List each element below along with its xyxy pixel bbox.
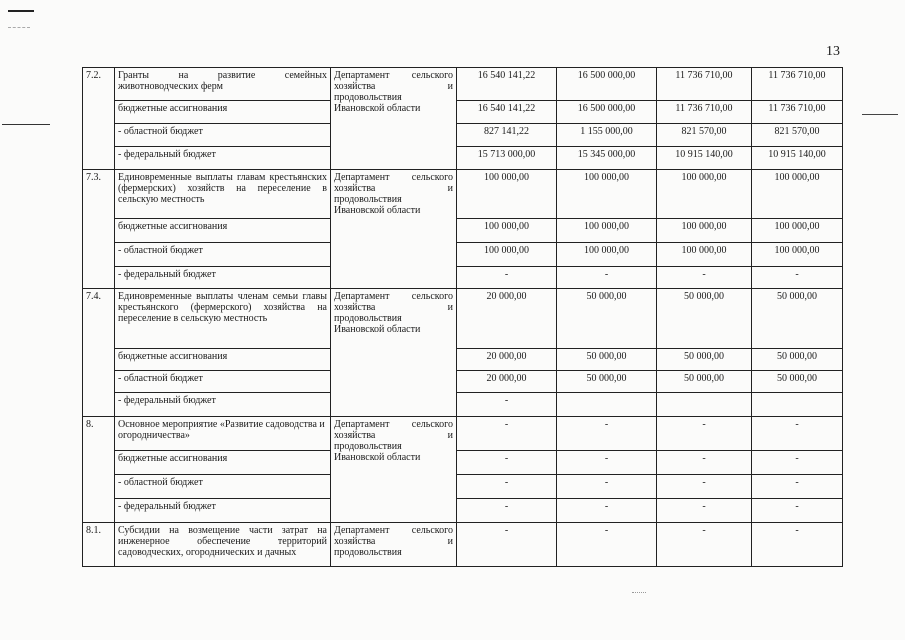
value-cell: 100 000,00	[457, 219, 557, 243]
table-row	[83, 523, 843, 567]
scan-mark	[8, 27, 30, 28]
table-row	[83, 267, 843, 289]
sub-item-label: - областной бюджет	[115, 243, 331, 267]
sub-item-label: - федеральный бюджет	[115, 499, 331, 523]
department-cell: Департамент сельского хозяйства и продовольствия	[331, 523, 457, 567]
value-cell: -	[557, 267, 657, 289]
sub-item-label: - федеральный бюджет	[115, 393, 331, 417]
value-cell: 20 000,00	[457, 349, 557, 371]
value-cell: 50 000,00	[557, 371, 657, 393]
value-cell: -	[752, 523, 843, 567]
value-cell: 100 000,00	[657, 219, 752, 243]
value-cell: 10 915 140,00	[752, 147, 843, 170]
value-cell: -	[557, 523, 657, 567]
table-row	[83, 289, 843, 349]
value-cell: -	[752, 499, 843, 523]
value-cell: 100 000,00	[457, 243, 557, 267]
value-cell: -	[557, 417, 657, 451]
sub-item-label: - областной бюджет	[115, 371, 331, 393]
sub-item-label: бюджетные ассигнования	[115, 349, 331, 371]
sub-item-label: бюджетные ассигнования	[115, 451, 331, 475]
value-cell: 11 736 710,00	[752, 68, 843, 101]
value-cell: 50 000,00	[657, 289, 752, 349]
value-cell: -	[557, 499, 657, 523]
table-row	[83, 475, 843, 499]
value-cell: 16 500 000,00	[557, 101, 657, 124]
row-number: 8.1.	[83, 523, 115, 567]
value-cell: 16 500 000,00	[557, 68, 657, 101]
value-cell: 10 915 140,00	[657, 147, 752, 170]
value-cell: -	[657, 451, 752, 475]
measure-name: Единовременные выплаты главам крестьянских (фермерских) хозяйств на переселение в сельскую местность	[115, 170, 331, 219]
table-row	[83, 371, 843, 393]
table-row	[83, 393, 843, 417]
measure-name: Гранты на развитие семейных животноводческих ферм	[115, 68, 331, 101]
value-cell: -	[457, 451, 557, 475]
value-cell: 50 000,00	[752, 349, 843, 371]
value-cell: -	[457, 393, 557, 417]
value-cell: 50 000,00	[752, 371, 843, 393]
sub-item-label: - областной бюджет	[115, 124, 331, 147]
table-row	[83, 170, 843, 219]
department-cell: Департамент сельского хозяйства и продовольствия Ивановской области	[331, 68, 457, 170]
table-row	[83, 243, 843, 267]
scan-mark	[8, 10, 34, 12]
value-cell: -	[657, 499, 752, 523]
value-cell	[752, 393, 843, 417]
value-cell: 11 736 710,00	[657, 68, 752, 101]
budget-table	[82, 67, 843, 567]
value-cell: -	[557, 451, 657, 475]
scan-mark	[862, 114, 898, 115]
value-cell: -	[457, 523, 557, 567]
value-cell: 821 570,00	[657, 124, 752, 147]
value-cell: 50 000,00	[657, 349, 752, 371]
value-cell: -	[657, 417, 752, 451]
value-cell: 16 540 141,22	[457, 68, 557, 101]
value-cell: -	[752, 417, 843, 451]
table-row	[83, 219, 843, 243]
scan-mark	[2, 124, 50, 125]
value-cell: 11 736 710,00	[752, 101, 843, 124]
value-cell: 15 345 000,00	[557, 147, 657, 170]
table-row	[83, 124, 843, 147]
value-cell: 50 000,00	[657, 371, 752, 393]
value-cell: 20 000,00	[457, 289, 557, 349]
department-cell: Департамент сельского хозяйства и продовольствия Ивановской области	[331, 170, 457, 289]
value-cell	[557, 393, 657, 417]
department-cell: Департамент сельского хозяйства и продовольствия Ивановской области	[331, 417, 457, 523]
value-cell: -	[457, 499, 557, 523]
value-cell: 11 736 710,00	[657, 101, 752, 124]
sub-item-label: - федеральный бюджет	[115, 267, 331, 289]
row-number: 7.3.	[83, 170, 115, 289]
value-cell: 20 000,00	[457, 371, 557, 393]
value-cell: 50 000,00	[557, 349, 657, 371]
value-cell: 100 000,00	[752, 219, 843, 243]
measure-name: Субсидии на возмещение части затрат на инженерное обеспечение территорий садоводческих, огороднических и дачных	[115, 523, 331, 567]
value-cell: -	[457, 267, 557, 289]
measure-name: Основное мероприятие «Развитие садоводства и огородничества»	[115, 417, 331, 451]
value-cell	[657, 393, 752, 417]
department-cell: Департамент сельского хозяйства и продовольствия Ивановской области	[331, 289, 457, 417]
value-cell: -	[657, 475, 752, 499]
sub-item-label: бюджетные ассигнования	[115, 101, 331, 124]
value-cell: 50 000,00	[557, 289, 657, 349]
row-number: 8.	[83, 417, 115, 523]
value-cell: 100 000,00	[557, 219, 657, 243]
sub-item-label: - областной бюджет	[115, 475, 331, 499]
table-row	[83, 499, 843, 523]
value-cell: 50 000,00	[752, 289, 843, 349]
value-cell: 16 540 141,22	[457, 101, 557, 124]
table-row	[83, 417, 843, 451]
value-cell: 100 000,00	[557, 170, 657, 219]
sub-item-label: бюджетные ассигнования	[115, 219, 331, 243]
value-cell: 827 141,22	[457, 124, 557, 147]
value-cell: 100 000,00	[752, 170, 843, 219]
value-cell: 821 570,00	[752, 124, 843, 147]
value-cell: 100 000,00	[457, 170, 557, 219]
value-cell: 15 713 000,00	[457, 147, 557, 170]
row-number: 7.4.	[83, 289, 115, 417]
value-cell: 100 000,00	[657, 243, 752, 267]
value-cell: 100 000,00	[557, 243, 657, 267]
table-row	[83, 451, 843, 475]
value-cell: -	[657, 267, 752, 289]
page-number: 13	[826, 44, 840, 59]
measure-name: Единовременные выплаты членам семьи главы крестьянского (фермерского) хозяйства на переселение в сельскую местность	[115, 289, 331, 349]
table-row	[83, 349, 843, 371]
value-cell: -	[457, 417, 557, 451]
table-row	[83, 68, 843, 101]
value-cell: -	[457, 475, 557, 499]
value-cell: 100 000,00	[657, 170, 752, 219]
table-row	[83, 101, 843, 124]
value-cell: -	[752, 267, 843, 289]
value-cell: -	[752, 475, 843, 499]
scan-mark	[632, 592, 646, 593]
value-cell: 100 000,00	[752, 243, 843, 267]
value-cell: 1 155 000,00	[557, 124, 657, 147]
row-number: 7.2.	[83, 68, 115, 170]
value-cell: -	[752, 451, 843, 475]
value-cell: -	[557, 475, 657, 499]
table-row	[83, 147, 843, 170]
sub-item-label: - федеральный бюджет	[115, 147, 331, 170]
value-cell: -	[657, 523, 752, 567]
